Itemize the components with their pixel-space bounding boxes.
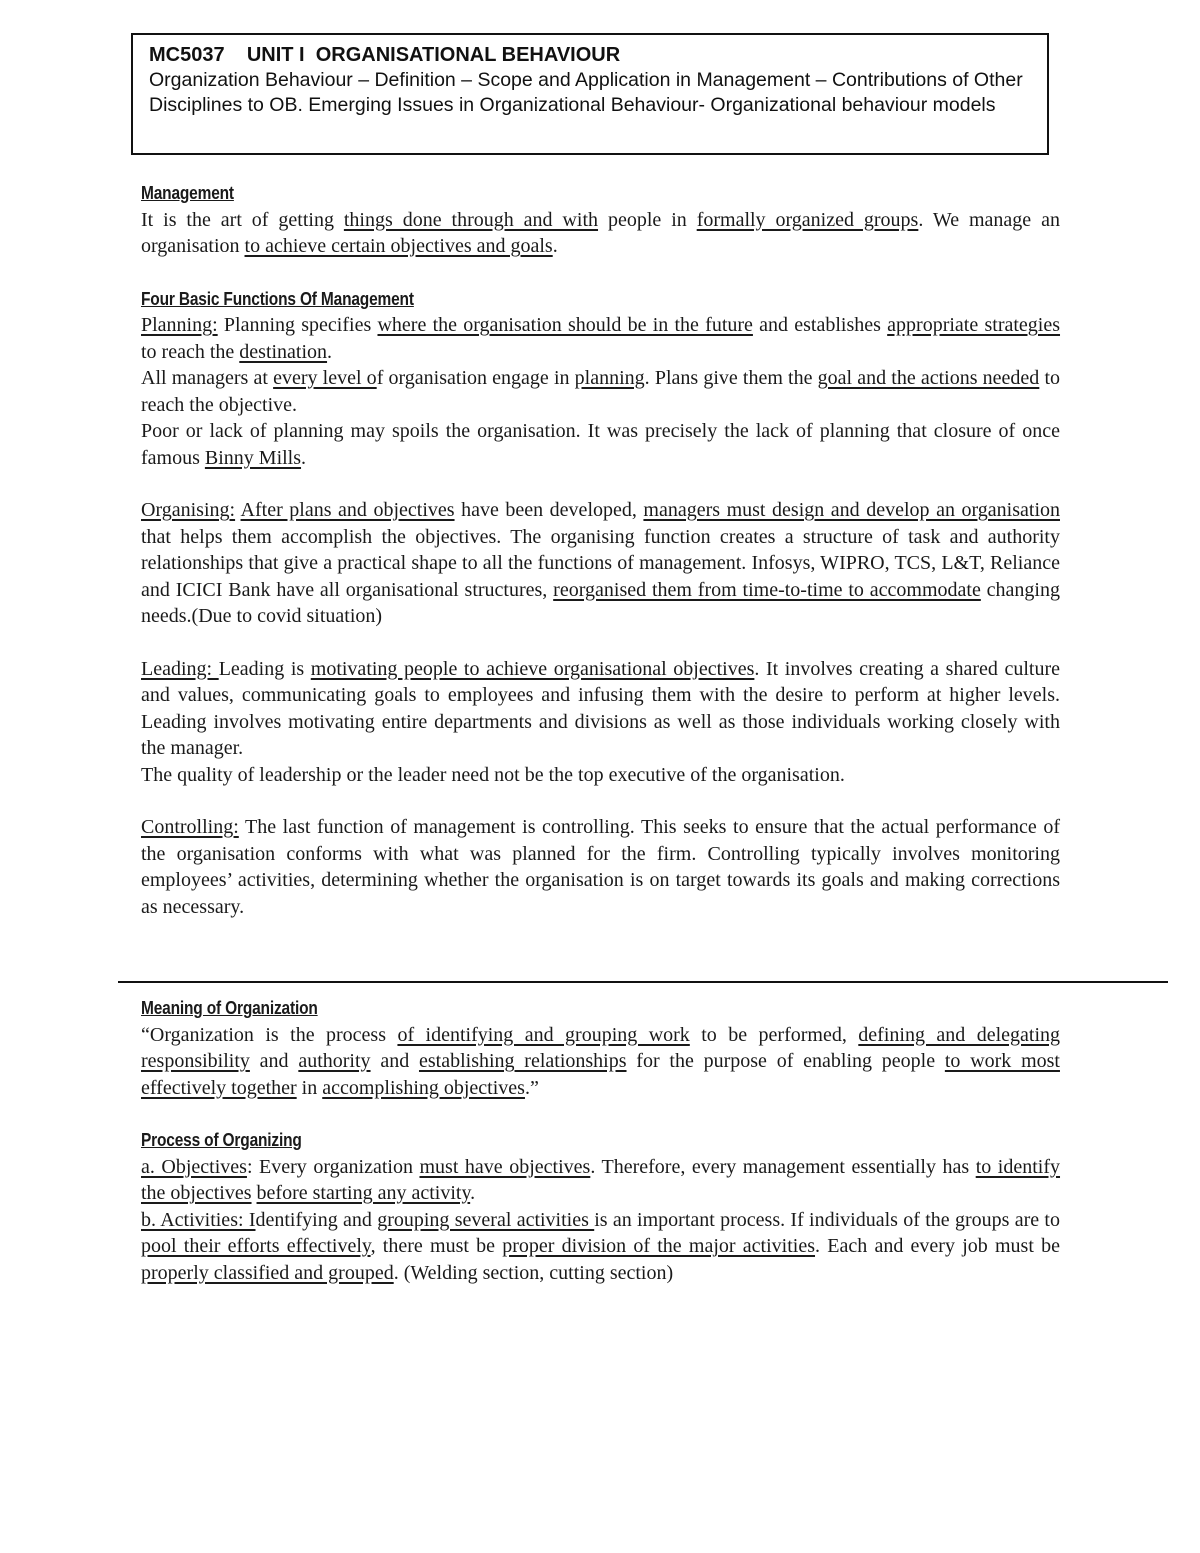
text: and (249, 1050, 299, 1072)
underlined-text: planning (574, 367, 645, 389)
text: . Plans give them the (644, 367, 818, 389)
underlined-text: After plans and objectives (240, 499, 455, 521)
text: that helps them accomplish the objectives. The organising function creates a structure of task and authority relationships that give a practical shape to all the functions of management. Infosys, WIPRO, TCS, L&T, Reliance and ICICI Bank have all organisational structures, (141, 525, 1060, 601)
text: to reach the (141, 340, 240, 363)
text: for the purpose of enabling people (626, 1050, 945, 1072)
functions-section (141, 286, 1060, 921)
planning-label: Planning: (141, 314, 218, 336)
planning-paragraph (141, 312, 1060, 365)
unit-header-box (131, 33, 1049, 155)
underlined-text: every level o (273, 367, 377, 389)
underlined-text: motivating people to achieve organisational objectives (310, 657, 755, 680)
organising-label: Organising: (141, 499, 236, 521)
controlling-paragraph (141, 814, 1060, 920)
text: The last function of management is controlling. This seeks to ensure that the actual performance of the organisation conforms with what was planned for the firm. Controlling typically involves monitoring employees’ activities, determining whether the organisation is on target towards its goals and making corrections as necessary. (141, 816, 1060, 918)
planning-paragraph-2 (141, 365, 1060, 418)
text: in (296, 1076, 323, 1099)
functions-heading: Four Basic Functions Of Management (141, 288, 414, 309)
text: . (327, 340, 333, 363)
leading-paragraph-2: The quality of leadership or the leader need not be the top executive of the organisation. (141, 763, 845, 786)
activities-label: b. Activities: I (141, 1208, 256, 1231)
meaning-paragraph (141, 1022, 1060, 1102)
text: is an important process. If individuals of the groups are to (594, 1208, 1060, 1231)
underlined-text: of identifying and grouping work (397, 1023, 690, 1046)
process-section (141, 1127, 1060, 1286)
process-activities-paragraph (141, 1207, 1060, 1287)
text: . (Welding section, cutting section) (393, 1261, 674, 1284)
text: to be performed, (689, 1023, 859, 1046)
underlined-text: establishing relationships (418, 1050, 627, 1072)
text: people in (598, 208, 697, 231)
underlined-text: proper division of the major activities (502, 1235, 816, 1257)
text: . Therefore, every management essentially has (590, 1155, 976, 1178)
text: have been developed, (454, 499, 644, 521)
management-heading: Management (141, 183, 234, 203)
text: . (301, 446, 307, 469)
underlined-text: pool their efforts effectively (141, 1235, 371, 1257)
underlined-text: destination (239, 340, 328, 363)
text: “Organization is the process (141, 1023, 398, 1046)
text: . It involves creating a shared culture and values, communicating goals to employees and infusing them with the desire to perform at higher levels. Leading involves motivating entire departments and divisions as well as those individuals working closely with the manager. (141, 657, 1060, 759)
text: changing needs.(Due to covid situation) (141, 578, 1060, 627)
organising-paragraph (141, 497, 1060, 630)
underlined-text: accomplishing objectives (322, 1076, 525, 1099)
text: All managers at (141, 367, 274, 389)
management-section (141, 180, 1060, 260)
underlined-text: to achieve certain objectives and goals (244, 235, 553, 257)
text: . (552, 235, 558, 257)
underlined-text: defining and delegating responsibility (141, 1023, 1060, 1072)
text: f organisation engage in (376, 367, 575, 389)
objectives-label: a. Objectives (141, 1155, 247, 1178)
underlined-text: reorganised them from time-to-time to accommodate (553, 578, 981, 601)
text: , there must be (370, 1235, 503, 1257)
underlined-text: must have objectives (419, 1155, 591, 1178)
leading-label: Leading: (141, 657, 219, 680)
underlined-text: formally organized groups (696, 208, 919, 231)
upper-content (141, 180, 1060, 946)
planning-paragraph-3 (141, 418, 1060, 471)
underlined-text: things done through and with (343, 208, 599, 231)
underlined-text: properly classified and grouped (141, 1261, 394, 1284)
text: and establishes (752, 314, 888, 336)
text: Poor or lack of planning may spoils the organisation. It was precisely the lack of planning that closure of once famous (141, 420, 1060, 469)
leading-paragraph (141, 656, 1060, 762)
text: Planning specifies (217, 314, 378, 336)
text: to reach the objective. (141, 367, 1061, 416)
meaning-section (141, 995, 1060, 1101)
unit-description: Organization Behaviour – Definition – Scope and Application in Management – Contributions of Other Disciplines to OB. Emerging Issues in Organizational Behaviour- Organizational behaviour models (149, 69, 1023, 116)
unit-title: MC5037 UNIT I ORGANISATIONAL BEHAVIOUR (149, 44, 621, 66)
lower-content (141, 995, 1060, 1312)
management-paragraph (141, 207, 1060, 260)
process-objectives-paragraph (141, 1154, 1060, 1207)
underlined-text: before starting any activity (256, 1182, 471, 1204)
text: : Every organization (246, 1155, 420, 1178)
process-heading: Process of Organizing (141, 1130, 302, 1150)
meaning-heading: Meaning of Organization (141, 998, 318, 1018)
text: . (470, 1182, 476, 1204)
text: and (370, 1050, 419, 1072)
underlined-text: Binny Mills (204, 446, 302, 469)
underlined-text: to identify the objectives (141, 1155, 1061, 1204)
text: It is the art of getting (141, 208, 344, 231)
underlined-text: to work most effectively together (141, 1050, 1060, 1099)
underlined-text: authority (298, 1050, 371, 1072)
text: . Each and every job must be (815, 1235, 1060, 1257)
text: dentifying and (255, 1208, 378, 1231)
section-divider (118, 981, 1168, 983)
underlined-text: where the organisation should be in the future (377, 314, 753, 336)
underlined-text: appropriate strategies (887, 314, 1061, 336)
text: . We manage an organisation (141, 208, 1060, 257)
underlined-text: managers must design and develop an organisation (643, 499, 1060, 521)
text: .” (524, 1076, 539, 1099)
text: Leading is (218, 657, 311, 680)
underlined-text: goal and the actions needed (817, 367, 1040, 389)
controlling-label: Controlling: (141, 816, 239, 838)
underlined-text: grouping several activities (377, 1208, 595, 1231)
